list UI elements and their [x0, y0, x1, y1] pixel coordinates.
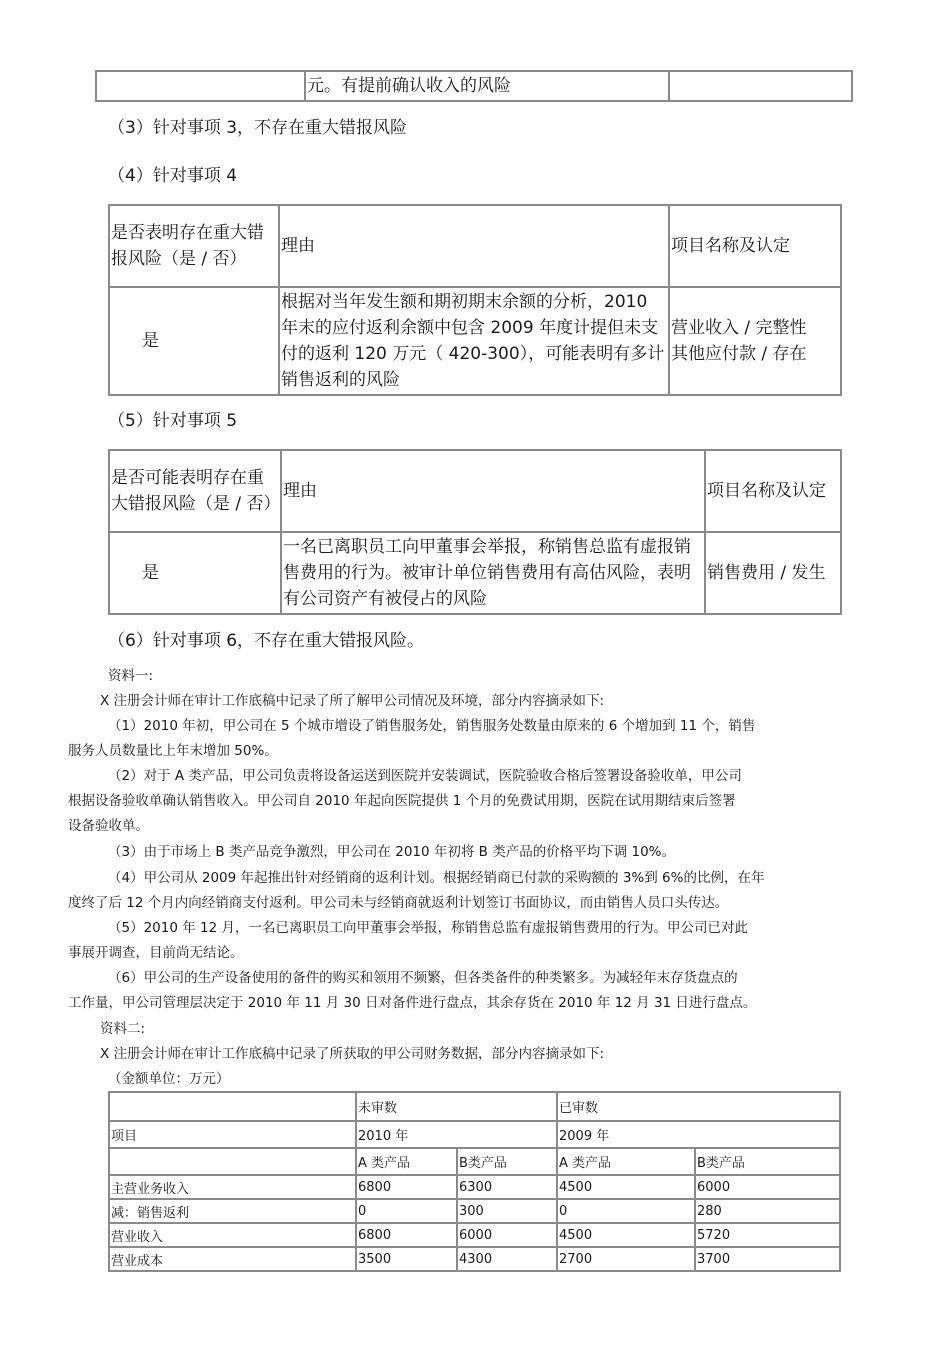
table-row [109, 1175, 840, 1199]
item-4-header-reason: 理由 [279, 205, 669, 287]
cell-value: 0 [356, 1199, 457, 1223]
item-4-table [108, 204, 842, 396]
cell-value: 4500 [557, 1223, 695, 1247]
material-1-line: 事展开调查，目前尚无结论。 [68, 945, 244, 961]
top-row-text: 元。有提前确认收入的风险 [305, 71, 669, 101]
cell-value: 0 [557, 1199, 695, 1223]
material-1-intro: X 注册会计师在审计工作底稿中记录了所了解甲公司情况及环境，部分内容摘录如下: [100, 693, 605, 709]
item-5-reason: 一名已离职员工向甲董事会举报，称销售总监有虚报销售费用的行为。被审计单位销售费用有高估风险，表明有公司资产有被侵占的风险 [281, 532, 705, 614]
material-1-line: 根据设备验收单确认销售收入。甲公司自 2010 年起向医院提供 1 个月的免费试用期，医院在试用期结束后签署 [68, 793, 736, 809]
material-1-line: 服务人员数量比上年末增加 50%。 [68, 743, 278, 759]
fin-header-item: 项目 [109, 1121, 356, 1148]
material-1-line: （1）2010 年初，甲公司在 5 个城市增设了销售服务处，销售服务处数量由原来的 6 个增加到 11 个，销售 [108, 718, 756, 734]
item-4-header-assertion: 项目名称及认定 [669, 205, 841, 287]
fin-header-prod-b-2009: B类产品 [695, 1148, 840, 1175]
cell-value: 4300 [457, 1247, 557, 1271]
top-table-fragment [95, 70, 853, 102]
financial-table [108, 1091, 841, 1272]
table-row [109, 1199, 840, 1223]
fin-header-year-2009: 2009 年 [557, 1121, 840, 1148]
cell-value: 280 [695, 1199, 840, 1223]
fin-header-prod-a-2009: A 类产品 [557, 1148, 695, 1175]
item-6-heading: （6）针对事项 6，不存在重大错报风险。 [108, 631, 425, 651]
row-label: 减：销售返利 [109, 1199, 356, 1223]
material-1-line: 设备验收单。 [68, 818, 149, 834]
top-row-left-cell [96, 71, 305, 101]
item-4-reason: 根据对当年发生额和期初期末余额的分析，2010 年末的应付返利余额中包含 2009 年度计提但未支付的返利 120 万元（ 420-300），可能表明有多计销售返利的风险 [279, 287, 669, 395]
item-5-header-reason: 理由 [281, 450, 705, 532]
cell-value: 6300 [457, 1175, 557, 1199]
fin-header-prod-b-2010: B类产品 [457, 1148, 557, 1175]
cell-value: 6000 [457, 1223, 557, 1247]
table-row [109, 1247, 840, 1271]
material-1-line: （5）2010 年 12 月，一名已离职员工向甲董事会举报，称销售总监有虚报销售费用的行为。甲公司已对此 [108, 920, 748, 936]
cell-value: 6000 [695, 1175, 840, 1199]
material-1-line: （3）由于市场上 B 类产品竞争激烈，甲公司在 2010 年初将 B 类产品的价格平均下调 10%。 [108, 844, 676, 860]
item-4-heading: （4）针对事项 4 [108, 166, 238, 186]
item-3-heading: （3）针对事项 3，不存在重大错报风险 [108, 118, 408, 138]
top-row-right-cell [669, 71, 852, 101]
cell-value: 4500 [557, 1175, 695, 1199]
item-4-assertion-2: 其他应付款 / 存在 [671, 344, 807, 364]
fin-header-prod-a-2010: A 类产品 [356, 1148, 457, 1175]
fin-header-year-2010: 2010 年 [356, 1121, 557, 1148]
item-5-assertion: 销售费用 / 发生 [705, 532, 841, 614]
fin-header-blank-2 [109, 1148, 356, 1175]
item-5-header-assertion: 项目名称及认定 [705, 450, 841, 532]
material-2-title: 资料二: [100, 1021, 146, 1037]
cell-value: 3500 [356, 1247, 457, 1271]
material-2-intro: X 注册会计师在审计工作底稿中记录了所获取的甲公司财务数据，部分内容摘录如下: [100, 1046, 605, 1062]
cell-value: 2700 [557, 1247, 695, 1271]
item-5-table [108, 449, 842, 615]
material-1-line: （4）甲公司从 2009 年起推出针对经销商的返利计划。根据经销商已付款的采购额的 3%到 6%的比例，在年 [108, 870, 765, 886]
cell-value: 3700 [695, 1247, 840, 1271]
row-label: 主营业务收入 [109, 1175, 356, 1199]
material-1-title: 资料一: [108, 668, 154, 684]
item-5-header-answer: 是否可能表明存在重大错报风险（是 / 否） [109, 450, 281, 532]
material-1-line: 度终了后 12 个月内向经销商支付返利。甲公司未与经销商就返利计划签订书面协议，而由销售人员口头传达。 [68, 895, 729, 911]
item-4-assertions [669, 287, 841, 395]
cell-value: 300 [457, 1199, 557, 1223]
cell-value: 6800 [356, 1175, 457, 1199]
material-1-line: 工作量，甲公司管理层决定于 2010 年 11 月 30 日对备件进行盘点，其余存货在 2010 年 12 月 31 日进行盘点。 [68, 995, 757, 1011]
fin-header-audited: 已审数 [557, 1092, 840, 1121]
cell-value: 5720 [695, 1223, 840, 1247]
table-row [109, 1223, 840, 1247]
row-label: 营业成本 [109, 1247, 356, 1271]
fin-header-blank [109, 1092, 356, 1121]
item-4-assertion-1: 营业收入 / 完整性 [671, 318, 807, 338]
fin-header-unaudited: 未审数 [356, 1092, 557, 1121]
material-1-line: （6）甲公司的生产设备使用的备件的购买和领用不频繁，但各类备件的种类繁多。为减轻年末存货盘点的 [108, 970, 738, 986]
item-4-header-answer: 是否表明存在重大错报风险（是 / 否） [109, 205, 279, 287]
item-5-answer: 是 [109, 532, 281, 614]
item-4-answer: 是 [109, 287, 279, 395]
cell-value: 6800 [356, 1223, 457, 1247]
row-label: 营业收入 [109, 1223, 356, 1247]
material-1-line: （2）对于 A 类产品，甲公司负责将设备运送到医院并安装调试，医院验收合格后签署设备验收单，甲公司 [108, 768, 742, 784]
unit-note: （金额单位：万元） [108, 1071, 230, 1087]
item-5-heading: （5）针对事项 5 [108, 411, 238, 431]
